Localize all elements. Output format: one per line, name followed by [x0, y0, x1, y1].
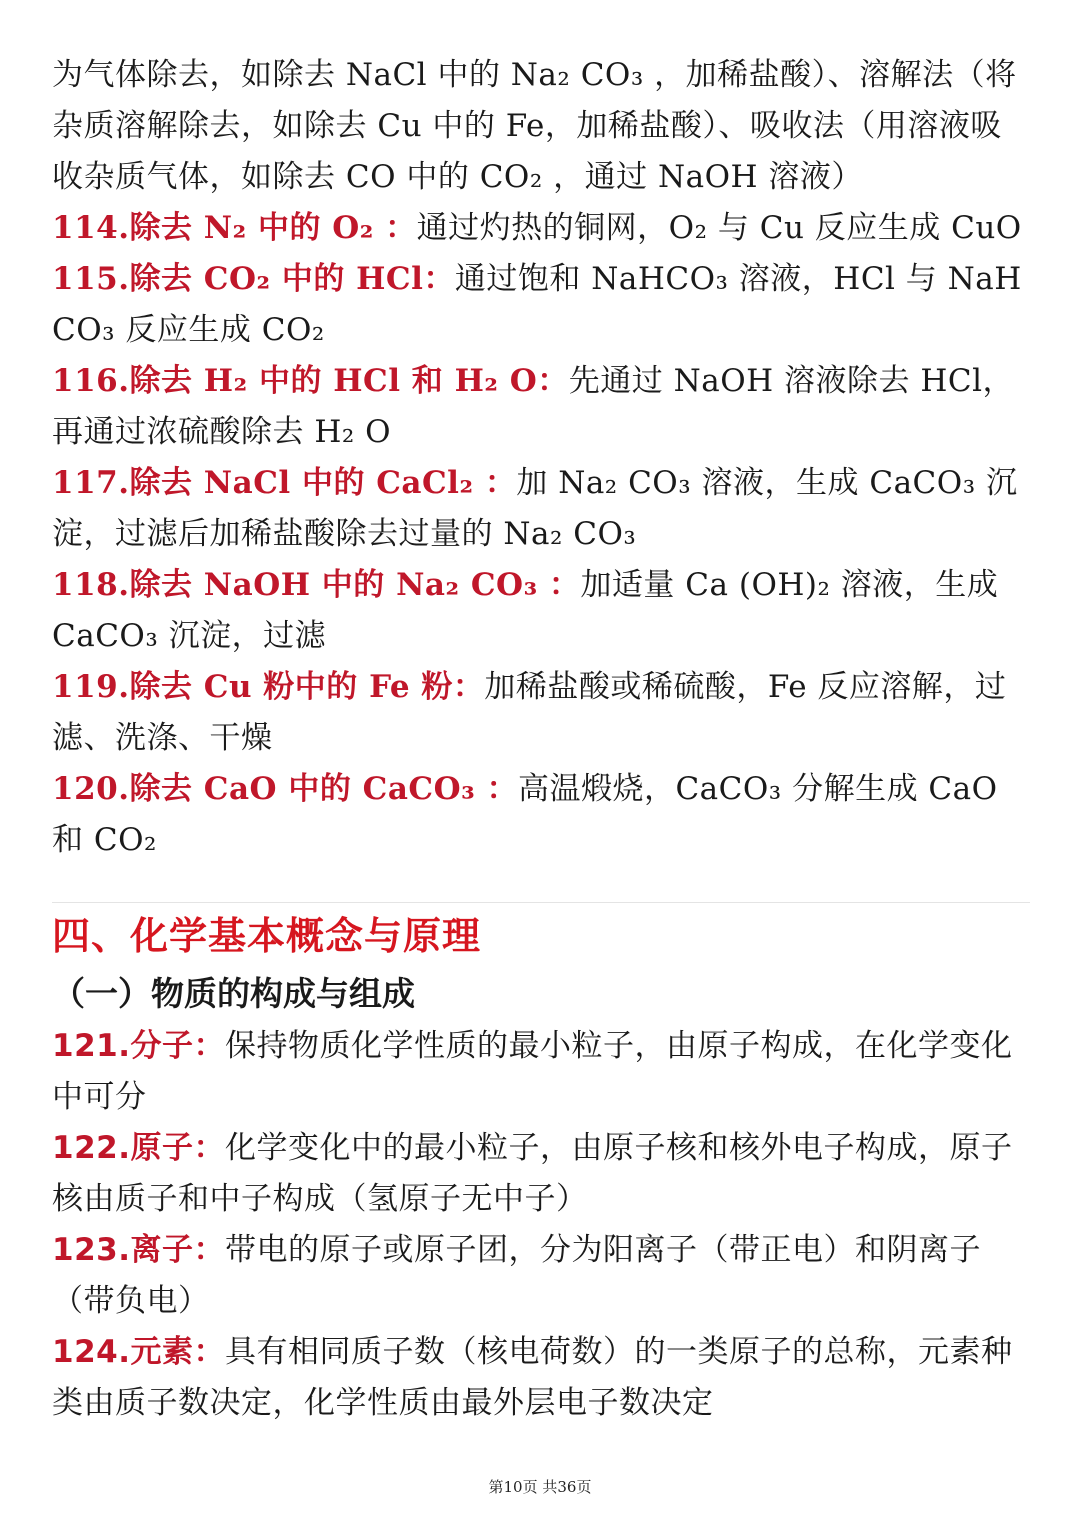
list-item	[52, 764, 1032, 866]
definition-item	[52, 1123, 1032, 1225]
item-label: 120.除去 CaO 中的 CaCO₃ ：	[52, 771, 518, 807]
purification-list	[52, 203, 1032, 866]
list-item	[52, 356, 1032, 458]
item-label: 117.除去 NaCl 中的 CaCl₂ ：	[52, 465, 517, 501]
list-item	[52, 254, 1032, 356]
item-text: 加适量 Ca (OH)₂ 溶液，生成 CaCO₃ 沉淀，过滤	[52, 567, 999, 654]
list-item	[52, 560, 1032, 662]
definition-item	[52, 1225, 1032, 1327]
page-footer: 第10页 共36页	[488, 1478, 592, 1496]
definition-text: 带电的原子或原子团，分为阳离子（带正电）和阴离子（带负电）	[52, 1232, 981, 1319]
item-text: 加稀盐酸或稀硫酸，Fe 反应溶解，过滤、洗涤、干燥	[52, 669, 1007, 756]
section-title: 四、化学基本概念与原理	[52, 914, 482, 958]
definition-item	[52, 1021, 1032, 1123]
item-label: 115.除去 CO₂ 中的 HCl：	[52, 261, 455, 297]
section-divider	[52, 902, 1030, 903]
list-item	[52, 662, 1032, 764]
definition-label: 123.离子：	[52, 1232, 225, 1268]
definition-label: 122.原子：	[52, 1130, 225, 1166]
item-text: 先通过 NaOH 溶液除去 HCl，再通过浓硫酸除去 H₂ O	[52, 363, 1015, 450]
item-text: 通过饱和 NaHCO₃ 溶液，HCl 与 NaHCO₃ 反应生成 CO₂	[52, 261, 1022, 348]
item-text: 高温煅烧，CaCO₃ 分解生成 CaO 和 CO₂	[52, 771, 998, 858]
document-page	[52, 50, 1032, 1429]
item-text: 加 Na₂ CO₃ 溶液，生成 CaCO₃ 沉淀，过滤后加稀盐酸除去过量的 Na₂ CO₃	[52, 465, 1018, 552]
item-text: 通过灼热的铜网，O₂ 与 Cu 反应生成 CuO	[416, 210, 1022, 246]
definition-text: 保持物质化学性质的最小粒子，由原子构成，在化学变化中可分	[52, 1028, 1013, 1115]
list-item	[52, 458, 1032, 560]
definition-label: 121.分子：	[52, 1028, 225, 1064]
definition-item	[52, 1327, 1032, 1429]
intro-paragraph: 为气体除去，如除去 NaCl 中的 Na₂ CO₃ ，加稀盐酸）、溶解法（将杂质溶解除去，如除去 Cu 中的 Fe，加稀盐酸）、吸收法（用溶液吸收杂质气体，如除去 CO 中的 CO₂ ，通过 NaOH 溶液）	[52, 57, 1017, 195]
definition-text: 化学变化中的最小粒子，由原子核和核外电子构成，原子核由质子和中子构成（氢原子无中子）	[52, 1130, 1013, 1217]
definition-label: 124.元素：	[52, 1334, 225, 1370]
list-item	[52, 203, 1032, 254]
item-label: 118.除去 NaOH 中的 Na₂ CO₃ ：	[52, 567, 581, 603]
item-label: 119.除去 Cu 粉中的 Fe 粉：	[52, 669, 485, 705]
item-label: 116.除去 H₂ 中的 HCl 和 H₂ O：	[52, 363, 569, 399]
item-label: 114.除去 N₂ 中的 O₂ ：	[52, 210, 417, 246]
definitions-list	[52, 1021, 1032, 1429]
subsection-title: （一）物质的构成与组成	[52, 974, 415, 1013]
definition-text: 具有相同质子数（核电荷数）的一类原子的总称，元素种类由质子数决定，化学性质由最外层电子数决定	[52, 1334, 1013, 1421]
